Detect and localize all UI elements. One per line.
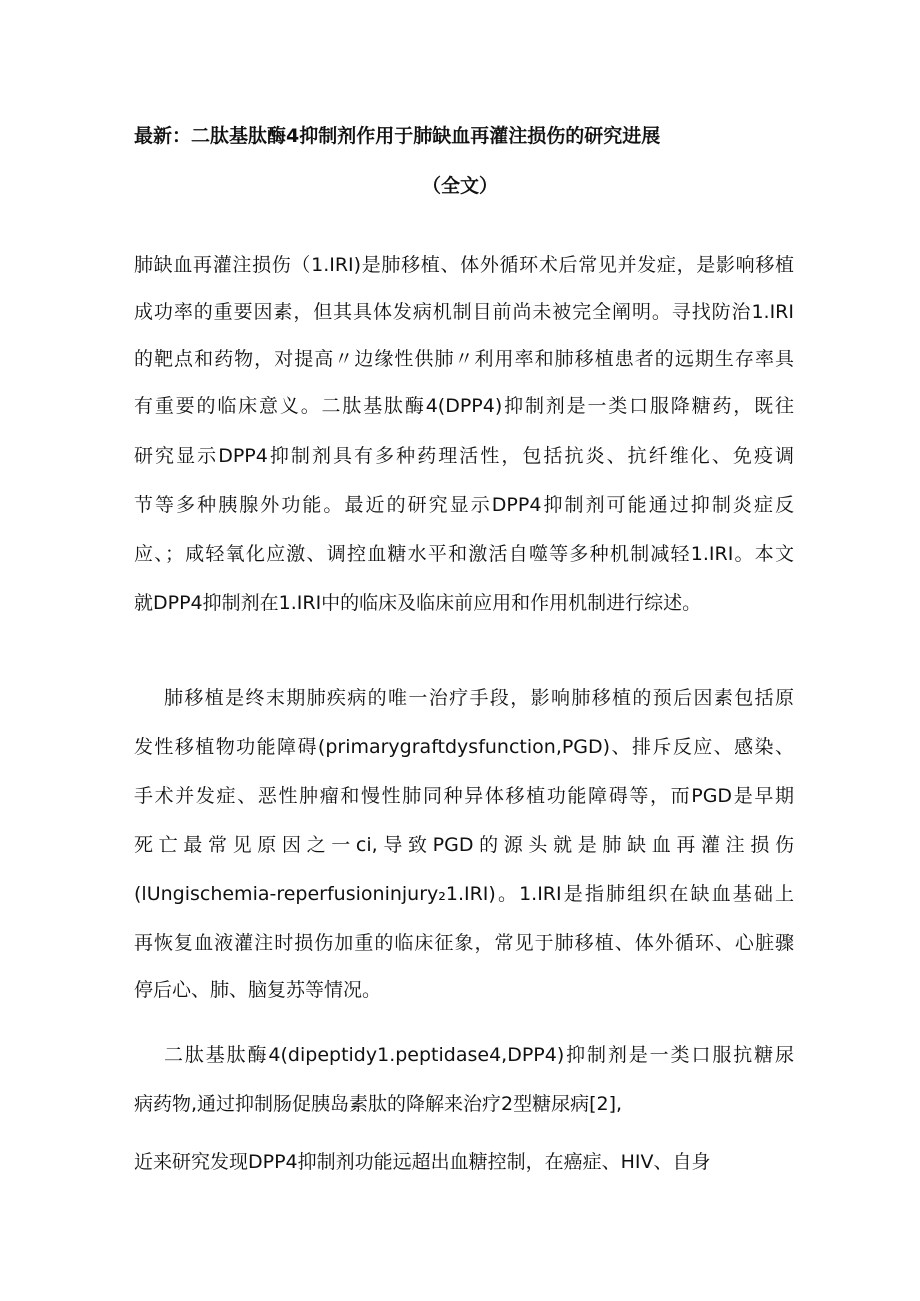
abstract-line: 节等多种胰腺外功能。最近的研究显示DPP4抑制剂可能通过抑制炎症反 xyxy=(134,494,794,516)
paragraph-line: (lUngischemia-reperfusioninjury₂1.IRI)。1.IRI是指肺组织在缺血基础上 xyxy=(134,883,794,905)
paragraph-line: 二肽基肽酶4(dipeptidy1.peptidase4,DPP4)抑制剂是一类口服抗糖尿 xyxy=(164,1044,794,1066)
abstract-line: 肺缺血再灌注损伤（1.IRI)是肺移植、体外循环术后常见并发症，是影响移植 xyxy=(134,254,794,276)
paragraph-line: 近来研究发现DPP4抑制剂功能远超出血糖控制，在癌症、HIV、自身 xyxy=(134,1151,711,1173)
abstract-line: 成功率的重要因素，但其具体发病机制目前尚未被完全阐明。寻找防治1.IRI xyxy=(134,301,794,323)
paragraph-line: 发性移植物功能障碍(primarygraftdysfunction,PGD)、排斥反应、感染、 xyxy=(134,736,794,758)
paragraph-line: 手术并发症、恶性肿瘤和慢性肺同种异体移植功能障碍等，而PGD是早期 xyxy=(134,785,794,807)
document-subtitle: （全文） xyxy=(421,175,498,197)
abstract-line: 有重要的临床意义。二肽基肽酶4(DPP4)抑制剂是一类口服降糖药，既往 xyxy=(134,395,794,417)
abstract-line: 研究显示DPP4抑制剂具有多种药理活性，包括抗炎、抗纤维化、免疫调 xyxy=(134,445,794,467)
document-title: 最新：二肽基肽酶4抑制剂作用于肺缺血再灌注损伤的研究进展 xyxy=(134,125,661,147)
paragraph-line: 停后心、肺、脑复苏等情况。 xyxy=(134,979,382,1001)
paragraph-line: 死亡最常见原因之一ci,导致PGD的源头就是肺缺血再灌注损伤 xyxy=(134,834,794,856)
abstract-line: 应、；咸轻氧化应激、调控血糖水平和激活自噬等多种机制减轻1.IRI。本文 xyxy=(134,543,794,565)
paragraph-line: 再恢复血液灌注时损伤加重的临床征象，常见于肺移植、体外循环、心脏骤 xyxy=(134,932,794,954)
paragraph-line: 肺移植是终末期肺疾病的唯一治疗手段，影响肺移植的预后因素包括原 xyxy=(164,687,794,709)
paragraph-line: 病药物,通过抑制肠促胰岛素肽的降解来治疗2型糖尿病[2], xyxy=(134,1093,623,1115)
abstract-line: 的靶点和药物，对提高〃边缘性供肺〃利用率和肺移植患者的远期生存率具 xyxy=(134,348,794,370)
abstract-line: 就DPP4抑制剂在1.IRI中的临床及临床前应用和作用机制进行综述。 xyxy=(134,592,702,614)
